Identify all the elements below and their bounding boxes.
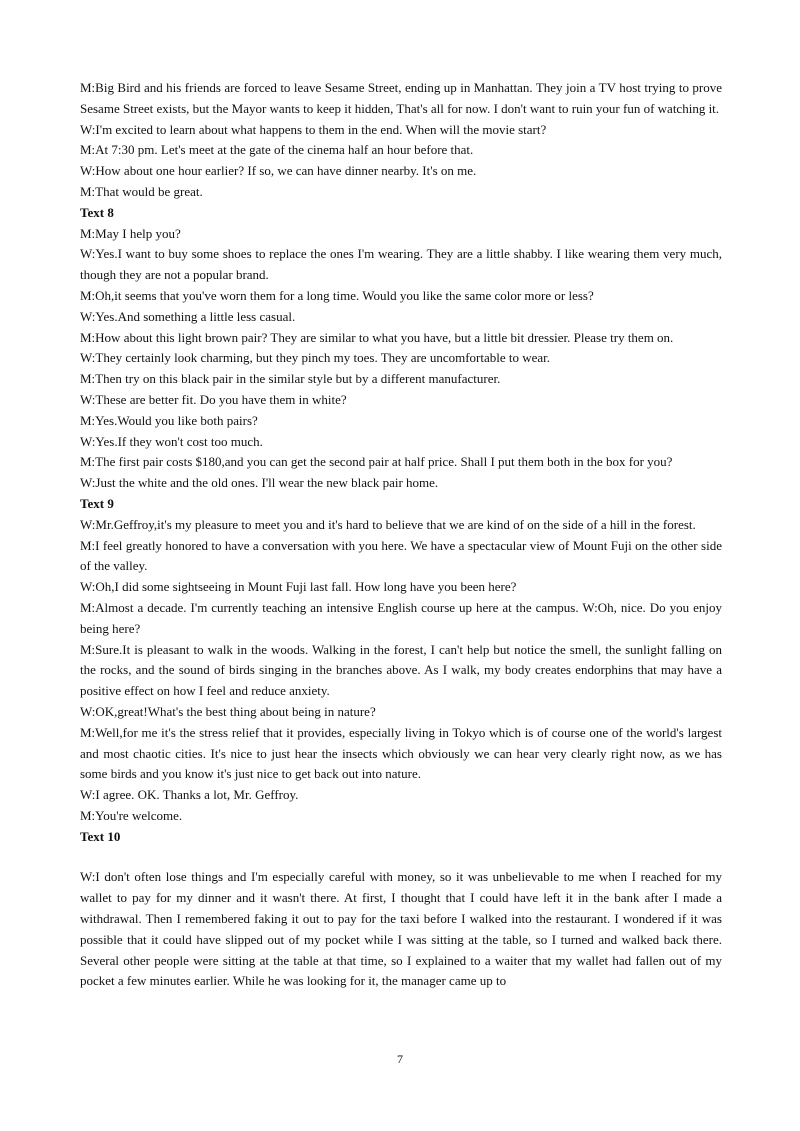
dialogue-line: W:They certainly look charming, but they pinch my toes. They are uncomfortable to wear. [80,350,551,366]
section-heading-text-9: Text 9 [80,495,114,511]
dialogue-line: W:I agree. OK. Thanks a lot, Mr. Geffroy. [80,787,299,803]
dialogue-line: M:That would be great. [80,183,203,199]
dialogue-line: M:Almost a decade. I'm currently teaching an intensive English course up here at the campus. W:Oh, nice. Do you enjoy being here? [80,599,722,636]
dialogue-line: M:How about this light brown pair? They are similar to what you have, but a little bit dressier. Please try them on. [80,329,674,345]
dialogue-line: M:Well,for me it's the stress relief that it provides, especially living in Tokyo which is of course one of the world's largest and most chaotic cities. It's nice to just hear the insects which obviously we can hear very clearly right now, as we has some birds and you know it's just nice to get back out into nature. [80,724,722,782]
section-heading-text-10: Text 10 [80,828,121,844]
dialogue-line: W:Yes.And something a little less casual. [80,308,296,324]
dialogue-line: M:Then try on this black pair in the similar style but by a different manufacturer. [80,371,501,387]
dialogue-line: M:At 7:30 pm. Let's meet at the gate of the cinema half an hour before that. [80,142,474,158]
dialogue-line: M:You're welcome. [80,807,183,823]
dialogue-line: W:Yes.I want to buy some shoes to replace the ones I'm wearing. They are a little shabby. I like wearing them very much, though they are not a popular brand. [80,246,722,283]
dialogue-line: W:I'm excited to learn about what happens to them in the end. When will the movie start? [80,121,547,137]
document-body [80,78,722,992]
dialogue-line: W:Yes.If they won't cost too much. [80,433,263,449]
dialogue-line: W:Just the white and the old ones. I'll wear the new black pair home. [80,475,439,491]
dialogue-line: W:How about one hour earlier? If so, we can have dinner nearby. It's on me. [80,163,477,179]
dialogue-line: W:These are better fit. Do you have them in white? [80,391,347,407]
dialogue-line: W:Oh,I did some sightseeing in Mount Fuji last fall. How long have you been here? [80,579,517,595]
dialogue-line: M:I feel greatly honored to have a conversation with you here. We have a spectacular view of Mount Fuji on the other side of the valley. [80,537,722,574]
dialogue-line: M:May I help you? [80,225,181,241]
dialogue-line: W:Mr.Geffroy,it's my pleasure to meet you and it's hard to believe that we are kind of on the side of a hill in the forest. [80,516,696,532]
dialogue-line: M:The first pair costs $180,and you can get the second pair at half price. Shall I put them both in the box for you? [80,454,673,470]
monologue-paragraph: W:I don't often lose things and I'm especially careful with money, so it was unbelievable to me when I reached for my wallet to pay for my dinner and it wasn't there. At first, I thought that I could have left it in the bank after I made a withdrawal. Then I remembered faking it out to pay for the taxi before I walked into the restaurant. I wondered if it was possible that it could have slipped out of my pocket while I was sitting at the table, so I turned and walked back there. Several other people were sitting at the table at that time, so I explained to a waiter that my wallet had fallen out of my pocket a few minutes earlier. While he was looking for it, the manager came up to [80,869,722,989]
dialogue-line: M:Big Bird and his friends are forced to leave Sesame Street, ending up in Manhattan. They join a TV host trying to prove Sesame Street exists, but the Mayor wants to keep it hidden, That's all for now. I don't want to ruin your fun of watching it. [80,80,722,116]
page-number: 7 [397,1052,403,1066]
blank-line [80,847,722,867]
dialogue-line: M:Oh,it seems that you've worn them for a long time. Would you like the same color more or less? [80,287,594,303]
dialogue-line: M:Yes.Would you like both pairs? [80,412,258,428]
section-heading-text-8: Text 8 [80,204,114,220]
dialogue-line: M:Sure.It is pleasant to walk in the woods. Walking in the forest, I can't help but notice the smell, the sunlight falling on the rocks, and the sound of birds singing in the branches above. As I walk, my body creates endorphins that may have a positive effect on how I feel and reduce anxiety. [80,641,722,699]
dialogue-line: W:OK,great!What's the best thing about being in nature? [80,703,376,719]
